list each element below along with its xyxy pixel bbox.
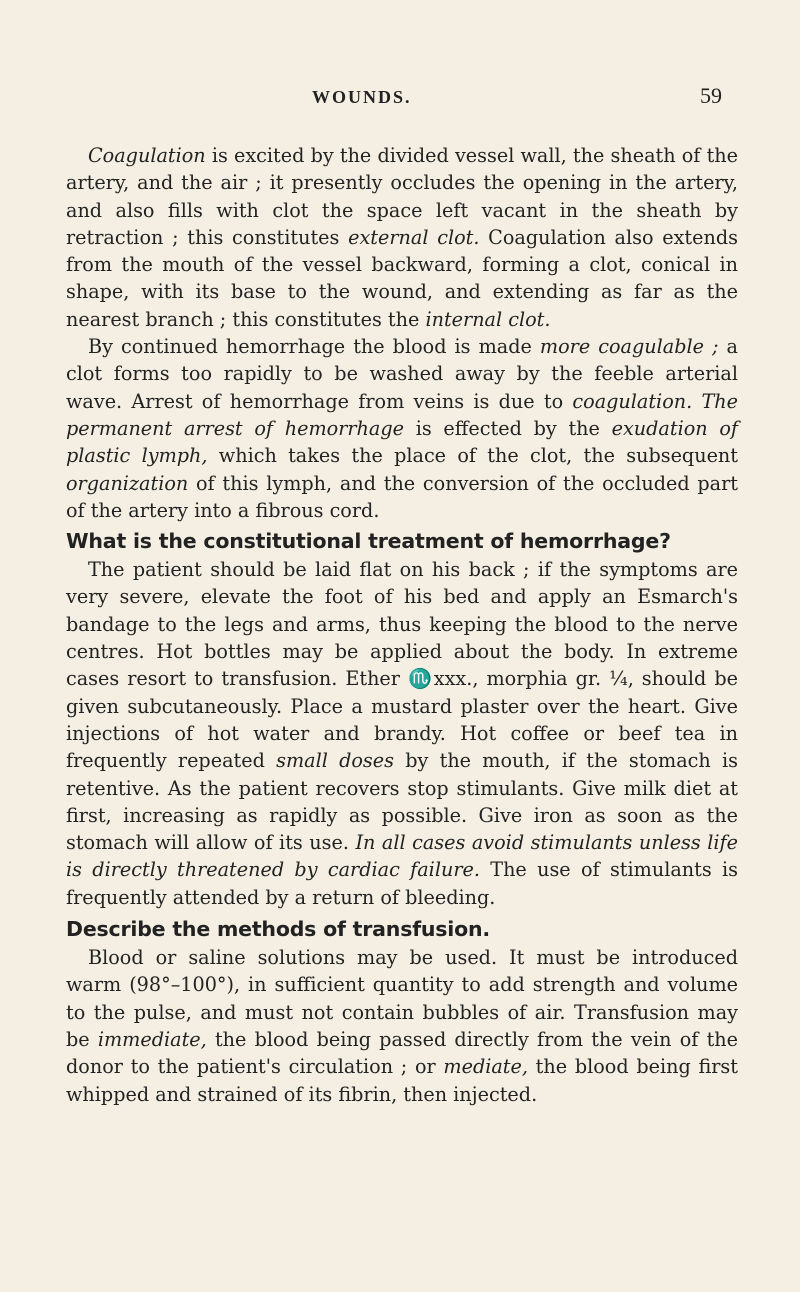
- term-immediate: immediate,: [97, 1027, 207, 1051]
- text-segment: is effected by the: [404, 416, 612, 440]
- text-segment: Coagulation also extends from the mouth of the vessel backward, forming a clot, conical in shape, with its base to the wound, and extending as far as the nearest branch ; this constitutes the: [66, 225, 738, 331]
- term-small-doses: small doses: [276, 749, 394, 773]
- running-header: [0, 83, 800, 113]
- term-avoid-stimulants: In all cases avoid stimulants unless life is directly threatened by cardiac failure.: [66, 831, 738, 882]
- paragraph-constitutional-treatment: [66, 556, 738, 911]
- heading-transfusion: Describe the methods of transfusion.: [66, 917, 491, 942]
- term-exudation: exudation of plastic lymph,: [66, 416, 739, 468]
- running-title: WOUNDS.: [312, 87, 412, 107]
- term-coagulation-veins: coagulation.: [572, 389, 693, 413]
- paragraph-continued-hemorrhage: [66, 333, 738, 524]
- text-segment: The use of stimulants is frequently attended by a return of bleeding.: [66, 858, 738, 909]
- text-segment: which takes the place of the clot, the subsequent: [207, 444, 738, 468]
- term-organization: organization: [66, 471, 189, 495]
- paragraph-transfusion: [66, 944, 738, 1108]
- term-permanent-arrest: The permanent arrest of hemorrhage: [66, 389, 738, 440]
- text-segment: by the mouth, if the stomach is retentive. As the patient recovers stop stimulants. Give milk diet at first, increasing as rapidly as possible. Give iron as soon as the stomach will allow of its use.: [66, 749, 738, 855]
- text-segment: of this lymph, and the conversion of the occluded part of the artery into a fibrous cord.: [66, 471, 738, 522]
- term-coagulation: Coagulation: [88, 144, 206, 167]
- term-more-coagulable: more coagulable ;: [539, 335, 719, 359]
- text-segment: Blood or saline solutions may be used. It must be introduced warm (98°–100°), in sufficient quantity to add strength and volume to the pulse, and must not contain bubbles of air. Transfusion may be: [66, 946, 738, 1051]
- text-segment: the blood being first whipped and strained of its fibrin, then injected.: [66, 1055, 738, 1106]
- text-segment: The patient should be laid flat on his back ; if the symptoms are very severe, elevate the foot of his bed and apply an Esmarch's bandage to the legs and arms, thus keeping the blood to the nerve centres. Hot bottles may be applied about the body. In extreme cases resort to transfusion. Ether ♏xxx., morphia gr. ¼, should be given subcutaneously. Place a mustard plaster over the heart. Give injections of hot water and brandy. Hot coffee or beef tea in frequently repeated: [66, 558, 738, 773]
- text-segment: the blood being passed directly from the vein of the donor to the patient's circulation ; or: [66, 1027, 738, 1079]
- text-segment: a clot forms too rapidly to be washed away by the feeble arterial wave. Arrest of hemorrhage from veins is due to: [66, 335, 738, 413]
- term-mediate: mediate,: [443, 1055, 528, 1079]
- term-internal-clot: internal clot.: [425, 307, 551, 331]
- term-external-clot: external clot.: [348, 225, 480, 249]
- text-segment: By continued hemorrhage the blood is made: [88, 335, 540, 359]
- heading-constitutional-treatment: What is the constitutional treatment of hemorrhage?: [66, 529, 671, 554]
- paragraph-coagulation: [66, 142, 738, 333]
- page-body: [66, 142, 738, 1108]
- text-segment: is excited by the divided vessel wall, the sheath of the artery, and the air ; it presently occludes the opening in the artery, and also fills with clot the space left vacant in the sheath by retraction ; this constitutes: [66, 144, 738, 249]
- page-number: 59: [700, 83, 722, 108]
